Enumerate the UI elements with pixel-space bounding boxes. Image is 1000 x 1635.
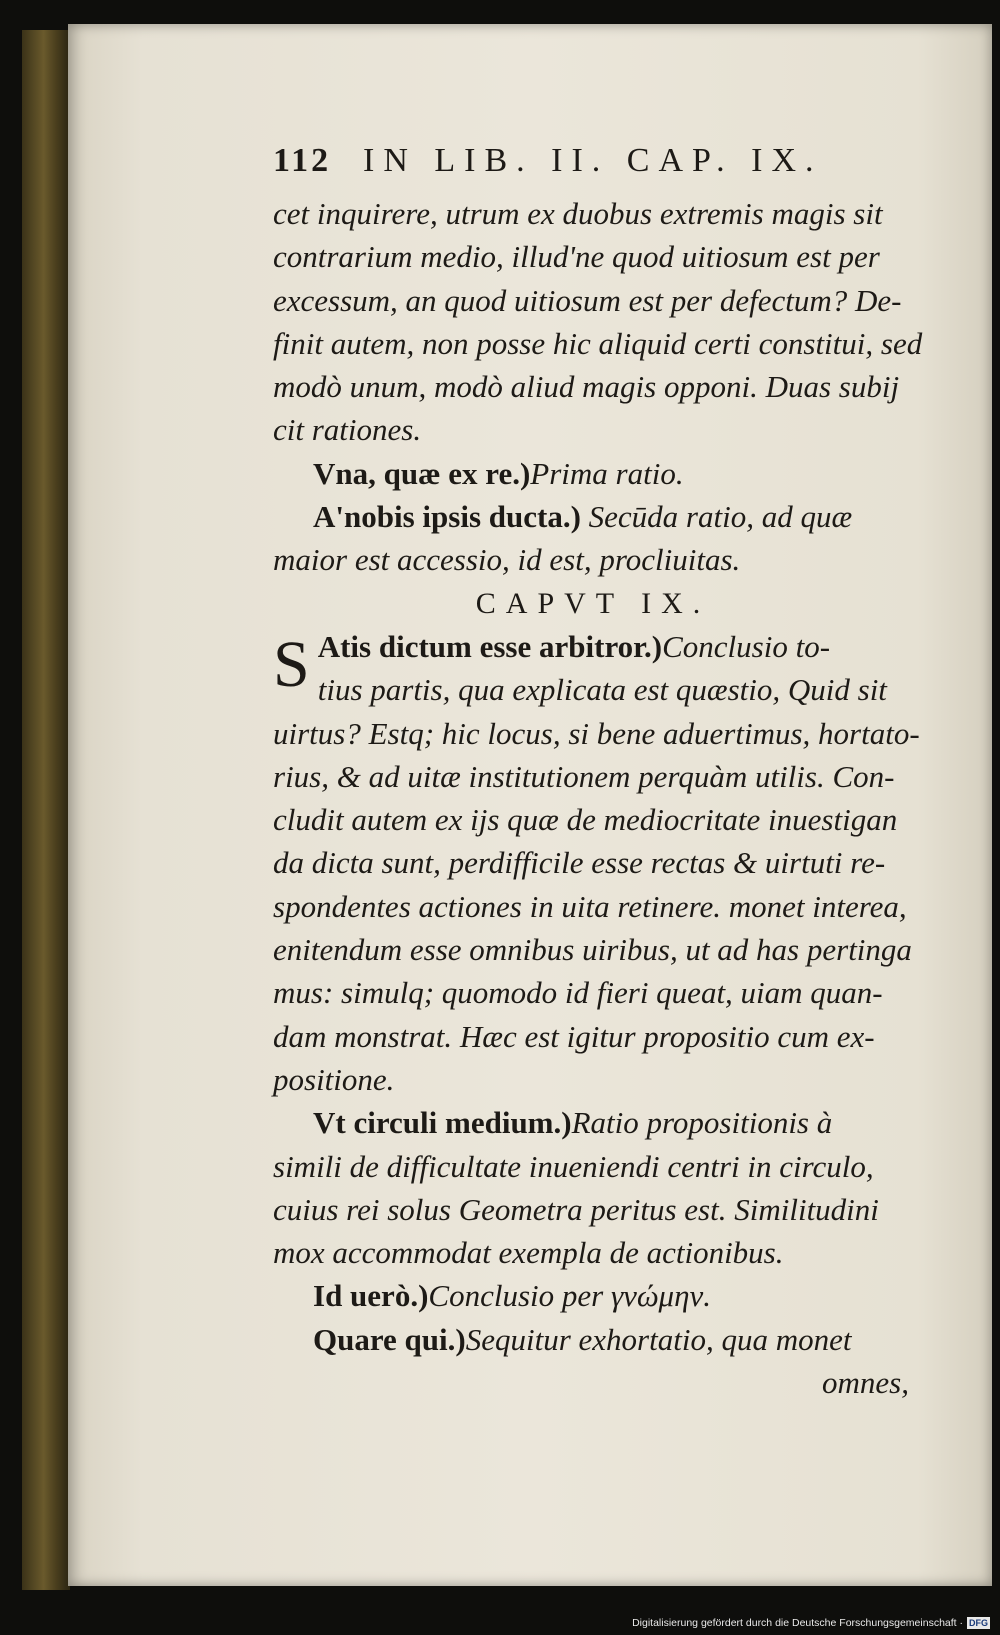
footer-text: Digitalisierung gefördert durch die Deutsche Forschungsgemeinschaft · xyxy=(632,1617,963,1629)
commentary-text: Prima ratio. xyxy=(530,455,684,491)
commentary-text: Ratio propositionis à xyxy=(571,1105,833,1141)
commentary-entry xyxy=(273,1318,913,1361)
drop-initial: S xyxy=(273,627,310,701)
text-line: cit rationes. xyxy=(273,412,422,448)
text-line: cet inquirere, utrum ex duobus extremis magis sit xyxy=(273,196,883,231)
book-page xyxy=(68,24,992,1586)
text-line: uirtus? Estq; hic locus, si bene aduertimus, hortato- xyxy=(273,715,920,751)
text-line: cludit autem ex ijs quæ de mediocritate inuestigan xyxy=(273,802,898,838)
text-line: simili de difficultate inueniendi centri in circulo, xyxy=(273,1148,874,1184)
text-line: enitendum esse omnibus uiribus, ut ad has pertinga xyxy=(273,932,912,968)
commentary-entry xyxy=(273,495,913,538)
text-line: dam monstrat. Hæc est igitur propositio cum ex- xyxy=(273,1018,875,1054)
text-line: da dicta sunt, perdifficile esse rectas & uirtuti re- xyxy=(273,845,886,881)
text-line: maior est accessio, id est, procliuitas. xyxy=(273,542,741,578)
lemma: Quare qui.) xyxy=(313,1321,466,1357)
book-spine xyxy=(22,30,70,1590)
text-line: modò unum, modò aliud magis opponi. Duas subij xyxy=(273,369,900,405)
text-line: spondentes actiones in uita retinere. monet interea, xyxy=(273,888,907,924)
text-line: mus: simulq; quomodo id fieri queat, uiam quan- xyxy=(273,975,883,1011)
lemma: Vt circuli medium.) xyxy=(313,1105,572,1141)
catchword: omnes, xyxy=(822,1365,909,1401)
digitization-footer xyxy=(632,1617,990,1629)
lemma: A'nobis ipsis ducta.) xyxy=(313,499,581,535)
text-line: tius partis, qua explicata est quæstio, Quid sit xyxy=(317,672,887,708)
text-line: excessum, an quod uitiosum est per defectum? De- xyxy=(273,282,902,318)
commentary-entry xyxy=(273,452,913,495)
running-head xyxy=(273,142,913,190)
text-line: cuius rei solus Geometra peritus est. Similitudini xyxy=(273,1191,879,1227)
text-line: finit autem, non posse hic aliquid certi constitui, sed xyxy=(273,325,923,361)
commentary-text: Conclusio per γνώμην. xyxy=(428,1278,711,1314)
chapter-heading: CAPVT IX. xyxy=(475,586,711,620)
lemma: Vna, quæ ex re.) xyxy=(313,455,531,491)
dfg-logo-icon: DFG xyxy=(969,1618,988,1628)
page-number: 112 xyxy=(273,142,332,179)
text-line: positione. xyxy=(273,1061,395,1097)
commentary-text: Sequitur exhortatio, qua monet xyxy=(465,1321,852,1357)
text-line: rius, & ad uitæ institutionem perquàm utilis. Con- xyxy=(273,758,895,794)
lemma: Atis dictum esse arbitror.) xyxy=(317,628,663,664)
commentary-entry xyxy=(273,1101,913,1144)
commentary-entry xyxy=(273,1274,913,1317)
text-line: contrarium medio, illud'ne quod uitiosum est per xyxy=(273,239,880,275)
running-head-title: IN LIB. II. CAP. IX. xyxy=(363,142,823,179)
text-block xyxy=(273,142,923,1404)
text-line: mox accommodat exempla de actionibus. xyxy=(273,1235,784,1271)
commentary-text: Conclusio to- xyxy=(662,628,831,664)
chapter-paragraph xyxy=(273,625,920,1101)
lemma: Id uerò.) xyxy=(313,1278,429,1314)
text-line xyxy=(273,625,913,668)
commentary-text: Secūda ratio, ad quæ xyxy=(580,499,853,535)
